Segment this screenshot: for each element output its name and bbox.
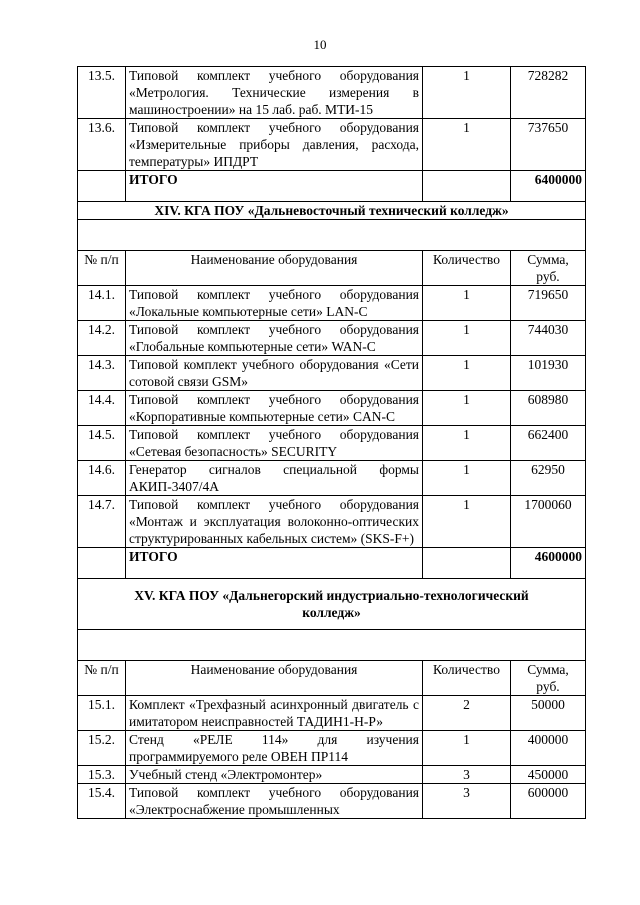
amount: 662400	[511, 426, 586, 461]
table-row	[78, 784, 586, 819]
table-row	[78, 696, 586, 731]
amount: 737650	[511, 119, 586, 171]
equipment-name: Стенд «РЕЛЕ 114» для изучения программируемого реле ОВЕН ПР114	[126, 731, 423, 766]
header-row	[78, 251, 586, 286]
table-row	[78, 391, 586, 426]
header-amount: Сумма, руб.	[511, 661, 586, 696]
row-number: 14.5.	[78, 426, 126, 461]
amount: 1700060	[511, 496, 586, 548]
section-title-row	[78, 579, 586, 630]
row-number: 15.2.	[78, 731, 126, 766]
equipment-name: Типовой комплект учебного оборудования «Метрология. Технические измерения в машиностроении» на 15 лаб. раб. МТИ-15	[126, 67, 423, 119]
quantity: 1	[423, 426, 511, 461]
equipment-name: Типовой комплект учебного оборудования «Электроснабжение промышленных	[126, 784, 423, 819]
section-title: XIV. КГА ПОУ «Дальневосточный технический колледж»	[78, 202, 586, 220]
quantity: 1	[423, 356, 511, 391]
header-amount: Сумма, руб.	[511, 251, 586, 286]
total-amount: 6400000	[511, 171, 586, 202]
table-row	[78, 426, 586, 461]
spacer-row	[78, 630, 586, 661]
row-number: 14.6.	[78, 461, 126, 496]
row-number: 14.7.	[78, 496, 126, 548]
table-row	[78, 496, 586, 548]
quantity: 2	[423, 696, 511, 731]
table-row	[78, 321, 586, 356]
total-row	[78, 548, 586, 579]
header-number: № п/п	[78, 251, 126, 286]
table-row	[78, 356, 586, 391]
quantity: 1	[423, 286, 511, 321]
amount: 101930	[511, 356, 586, 391]
table-row	[78, 766, 586, 784]
header-name: Наименование оборудования	[126, 251, 423, 286]
header-name: Наименование оборудования	[126, 661, 423, 696]
row-number: 14.3.	[78, 356, 126, 391]
amount: 50000	[511, 696, 586, 731]
header-row	[78, 661, 586, 696]
total-label: ИТОГО	[126, 171, 423, 202]
section-title: XV. КГА ПОУ «Дальнегорский индустриально-технологический колледж»	[78, 579, 586, 630]
row-number: 13.6.	[78, 119, 126, 171]
quantity: 3	[423, 766, 511, 784]
row-number: 15.3.	[78, 766, 126, 784]
table-row	[78, 67, 586, 119]
quantity: 1	[423, 731, 511, 766]
table-row	[78, 286, 586, 321]
amount: 744030	[511, 321, 586, 356]
amount: 62950	[511, 461, 586, 496]
header-quantity: Количество	[423, 661, 511, 696]
equipment-name: Генератор сигналов специальной формы АКИП-3407/4А	[126, 461, 423, 496]
quantity: 1	[423, 67, 511, 119]
amount: 719650	[511, 286, 586, 321]
header-quantity: Количество	[423, 251, 511, 286]
page-number: 10	[313, 37, 327, 52]
total-row	[78, 171, 586, 202]
row-number: 13.5.	[78, 67, 126, 119]
equipment-name: Типовой комплект учебного оборудования «Монтаж и эксплуатация волоконно-оптических структурированных кабельных систем» (SKS-F+)	[126, 496, 423, 548]
quantity: 1	[423, 461, 511, 496]
row-number: 15.4.	[78, 784, 126, 819]
section-title-row	[78, 202, 586, 220]
header-number: № п/п	[78, 661, 126, 696]
equipment-name: Типовой комплект учебного оборудования «Корпоративные компьютерные сети» CAN-C	[126, 391, 423, 426]
table-row	[78, 119, 586, 171]
equipment-name: Типовой комплект учебного оборудования «Глобальные компьютерные сети» WAN-C	[126, 321, 423, 356]
equipment-name: Типовой комплект учебного оборудования «Сети сотовой связи GSM»	[126, 356, 423, 391]
quantity: 1	[423, 391, 511, 426]
row-number: 15.1.	[78, 696, 126, 731]
equipment-name: Учебный стенд «Электромонтер»	[126, 766, 423, 784]
quantity: 1	[423, 119, 511, 171]
amount: 728282	[511, 67, 586, 119]
equipment-name: Комплект «Трехфазный асинхронный двигатель с имитатором неисправностей ТАДИН1-Н-Р»	[126, 696, 423, 731]
equipment-name: Типовой комплект учебного оборудования «Измерительные приборы давления, расхода, температуры» ИПДРТ	[126, 119, 423, 171]
equipment-name: Типовой комплект учебного оборудования «Сетевая безопасность» SECURITY	[126, 426, 423, 461]
spacer-row	[78, 220, 586, 251]
amount: 400000	[511, 731, 586, 766]
quantity: 1	[423, 496, 511, 548]
total-amount: 4600000	[511, 548, 586, 579]
amount: 450000	[511, 766, 586, 784]
amount: 608980	[511, 391, 586, 426]
quantity: 1	[423, 321, 511, 356]
total-label: ИТОГО	[126, 548, 423, 579]
row-number: 14.4.	[78, 391, 126, 426]
equipment-table	[77, 66, 586, 819]
table-row	[78, 731, 586, 766]
equipment-name: Типовой комплект учебного оборудования «Локальные компьютерные сети» LAN-C	[126, 286, 423, 321]
table-row	[78, 461, 586, 496]
row-number: 14.1.	[78, 286, 126, 321]
quantity: 3	[423, 784, 511, 819]
row-number: 14.2.	[78, 321, 126, 356]
amount: 600000	[511, 784, 586, 819]
